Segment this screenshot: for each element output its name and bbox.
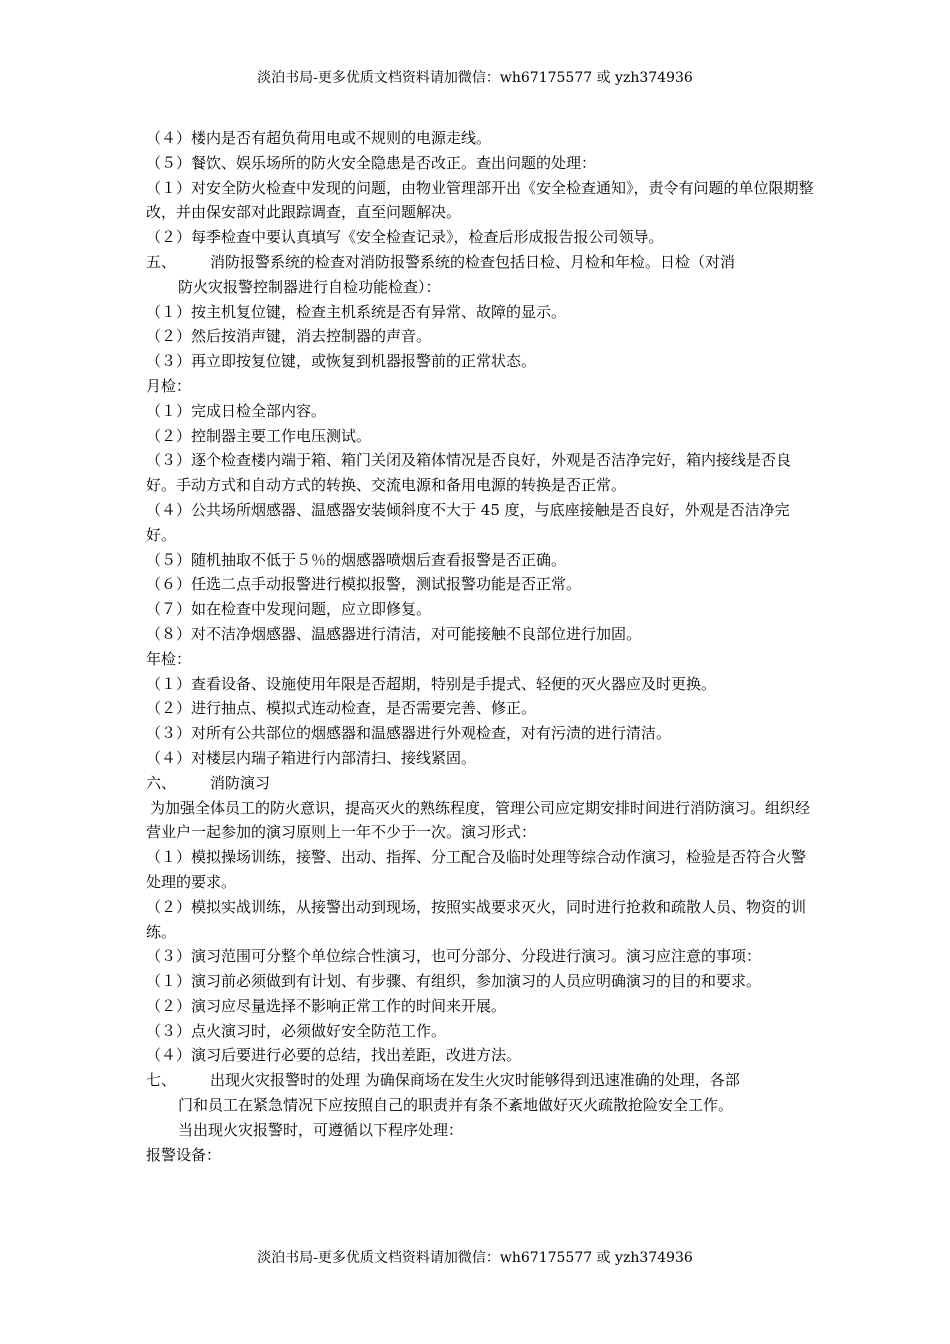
list-item: （１）完成日检全部内容。 — [146, 401, 327, 420]
section-continuation: 门和员工在紧急情况下应按照自己的职责并有条不紊地做好灭火疏散抢险安全工作。 — [178, 1096, 734, 1115]
list-item: （１）演习前必须做到有计划、有步骤、有组织，参加演习的人员应明确演习的目的和要求。 — [146, 972, 762, 991]
paragraph: （１）对安全防火检查中发现的问题，由物业管理部开出《安全检查通知》，责令有问题的单位限期整改，并由保安部对此跟踪调查，直至问题解决。 — [146, 178, 814, 222]
section-6-heading — [146, 771, 816, 796]
paragraph: （５）餐饮、娱乐场所的防火安全隐患是否改正。查出问题的处理： — [146, 153, 597, 172]
list-item: （３）逐个检查楼内端于箱、箱门关闭及箱体情况是否良好，外观是否洁净完好，箱内接线是否良好。手动方式和自动方式的转换、交流电源和备用电源的转换是否正常。 — [146, 451, 792, 495]
section-5-heading — [146, 250, 816, 275]
list-item: （１）按主机复位键，检查主机系统是否有异常、故障的显示。 — [146, 302, 567, 321]
section-text: 消防演习 — [210, 773, 271, 792]
list-item: （４）公共场所烟感器、温感器安装倾斜度不大于 45 度，与底座接触是否良好，外观是否洁净完好。 — [146, 500, 790, 544]
section-continuation: 当出现火灾报警时，可遵循以下程序处理： — [178, 1120, 464, 1139]
list-item: （４）演习后要进行必要的总结，找出差距，改进方法。 — [146, 1046, 522, 1065]
list-item: （３）再立即按复位键，或恢复到机器报警前的正常状态。 — [146, 352, 537, 371]
list-item: （４）对楼层内瑞子箱进行内部清扫、接线紧固。 — [146, 748, 477, 767]
section-text: 消防报警系统的检查对消防报警系统的检查包括日检、月检和年检。日检（对消 — [210, 252, 736, 271]
section-text: 出现火灾报警时的处理 为确保商场在发生火灾时能够得到迅速准确的处理，各部 — [210, 1071, 740, 1090]
subheading-monthly: 月检： — [146, 376, 192, 395]
paragraph: （４）楼内是否有超负荷用电或不规则的电源走线。 — [146, 129, 492, 147]
list-item: （５）随机抽取不低于５％的烟感器喷烟后查看报警是否正确。 — [146, 550, 567, 569]
list-item: （３）点火演习时，必须做好安全防范工作。 — [146, 1021, 447, 1040]
paragraph: （２）每季检查中要认真填写《安全检查记录》，检查后形成报告报公司领导。 — [146, 228, 664, 247]
list-item: （６）任选二点手动报警进行模拟报警，测试报警功能是否正常。 — [146, 575, 582, 594]
page-header: 淡泊书局-更多优质文档资料请加微信：wh67175577 或 yzh374936 — [257, 70, 693, 86]
section-7-heading — [146, 1068, 816, 1093]
list-item: （８）对不洁净烟感器、温感器进行清洁，对可能接触不良部位进行加固。 — [146, 624, 642, 643]
section-number: 六、 — [146, 773, 177, 792]
list-item: （１）模拟操场训练，接警、出动、指挥、分工配合及临时处理等综合动作演习，检验是否符合火警处理的要求。 — [146, 848, 807, 891]
paragraph: 报警设备： — [146, 1145, 222, 1164]
list-item: （３）对所有公共部位的烟感器和温感器进行外观检查，对有污渍的进行清洁。 — [146, 724, 672, 743]
list-item: （１）查看设备、设施使用年限是否超期，特别是手提式、轻便的灭火器应及时更换。 — [146, 674, 717, 693]
subheading-yearly: 年检： — [146, 649, 192, 668]
list-item: （２）控制器主要工作电压测试。 — [146, 426, 372, 445]
list-item: （２）演习应尽量选择不影响正常工作的时间来开展。 — [146, 996, 507, 1015]
list-item: （３）演习范围可分整个单位综合性演习，也可分部分、分段进行演习。演习应注意的事项： — [146, 947, 762, 966]
section-number: 五、 — [146, 252, 177, 271]
page-footer: 淡泊书局-更多优质文档资料请加微信：wh67175577 或 yzh374936 — [257, 1250, 693, 1266]
paragraph: 为加强全体员工的防火意识，提高灭火的熟练程度，管理公司应定期安排时间进行消防演习。组织经营业户一起参加的演习原则上一年不少于一次。演习形式： — [146, 798, 811, 842]
list-item: （２）模拟实战训练，从接警出动到现场，按照实战要求灭火，同时进行抢救和疏散人员、物资的训练。 — [146, 897, 807, 941]
list-item: （７）如在检查中发现问题，应立即修复。 — [146, 600, 432, 619]
list-item: （２）进行抽点、模拟式连动检查，是否需要完善、修正。 — [146, 699, 537, 718]
list-item: （２）然后按消声键，消去控制器的声音。 — [146, 327, 432, 346]
section-continuation: 防火灾报警控制器进行自检功能检查）： — [178, 277, 441, 296]
document-body — [146, 126, 816, 1167]
section-number: 七、 — [146, 1071, 177, 1090]
